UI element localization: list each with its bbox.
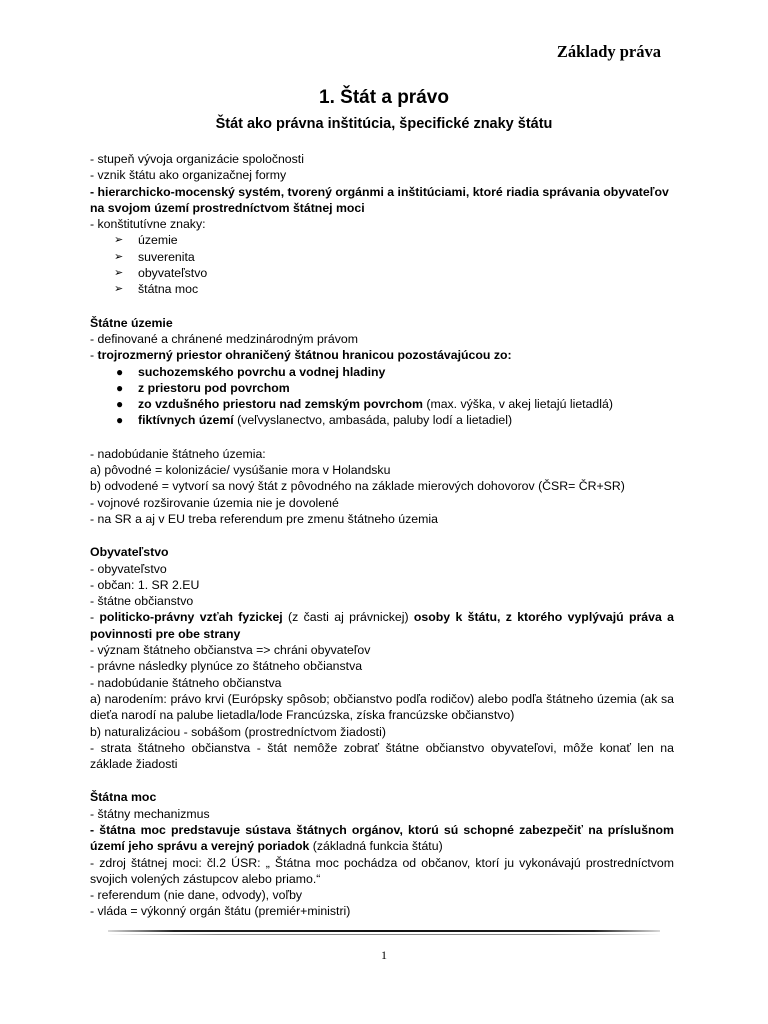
text-line: - vojnové rozširovanie územia nie je dovolené — [90, 495, 339, 510]
text-line — [90, 347, 674, 363]
spacer — [90, 298, 674, 315]
list-item — [90, 232, 674, 248]
arrow-bullet-icon: ➢ — [114, 250, 124, 263]
text-run: (z časti aj právnickej) — [282, 610, 414, 625]
text-paragraph — [90, 822, 674, 855]
text-run-bold: zo vzdušného priestoru nad zemským povrchom — [138, 397, 423, 412]
text-line: - nadobúdanie štátneho občianstva — [90, 675, 282, 690]
list-item-label: štátna moc — [138, 282, 199, 297]
text-line: - definované a chránené medzinárodným právom — [90, 331, 358, 346]
list-item — [90, 412, 674, 428]
text-line: - štátny mechanizmus — [90, 806, 210, 821]
text-run: (základná funkcia štátu) — [309, 839, 443, 854]
text-line: - nadobúdanie štátneho územia: — [90, 446, 266, 461]
chapter-subtitle: Štát ako právna inštitúcia, špecifické znaky štátu — [215, 116, 553, 132]
text-line: - stupeň vývoja organizácie spoločnosti — [90, 152, 304, 166]
arrow-bullet-icon: ➢ — [114, 234, 124, 247]
spacer — [90, 527, 674, 544]
list-item — [90, 265, 674, 281]
bullet-icon: ● — [116, 380, 124, 395]
text-run: - — [90, 610, 100, 625]
text-line: a) pôvodné = kolonizácie/ vysúšanie mora v Holandsku — [90, 463, 391, 478]
text-line: na svojom území prostredníctvom štátnej moci — [90, 200, 365, 215]
text-run: (veľvyslanectvo, ambasáda, paluby lodí a lietadiel) — [233, 413, 513, 428]
text-line: - štátne občianstvo — [90, 594, 194, 609]
chapter-title: 1. Štát a právo — [319, 87, 449, 108]
spacer — [90, 429, 674, 446]
list-item-label: obyvateľstvo — [138, 266, 208, 281]
text-line: b) naturalizáciou - sobášom (prostredníctvom žiadosti) — [90, 724, 386, 739]
text-run-bold: suchozemského povrchu a vodnej hladiny — [138, 364, 386, 379]
text-run: (max. výška, v akej lietajú lietadlá) — [422, 397, 613, 412]
text-run-bold: - štátna moc predstavuje sústava štátnych orgánov, ktorú sú schopné zabezpečiť na príslušnom území jeho správu a verejný poriadok — [90, 822, 674, 854]
text-line: - občan: 1. SR 2.EU — [90, 577, 200, 592]
text-line: - hierarchicko-mocenský systém, tvorený orgánmi a inštitúciami, ktoré riadia správania obyvateľov — [90, 184, 669, 199]
text-line: - na SR a aj v EU treba referendum pre zmenu štátneho územia — [90, 511, 438, 526]
spacer — [90, 772, 674, 789]
list-item — [90, 396, 674, 412]
running-header-title: Základy práva — [556, 42, 661, 61]
section-heading: Štátne územie — [90, 315, 173, 330]
arrow-bullet-icon: ➢ — [114, 283, 124, 296]
text-paragraph: a) narodením: právo krvi (Európsky spôsob; občianstvo podľa rodičov) alebo podľa štátneho územia (ak sa dieťa narodí na palube lietadla/lode Francúzska, získa francúzske občianstvo) — [90, 691, 674, 723]
text-paragraph: - zdroj štátnej moci: čl.2 ÚSR: „ Štátna moc pochádza od občanov, ktorí ju vykonávajú prostredníctvom svojich volených zástupcov alebo priamo.“ — [90, 855, 674, 886]
text-run-bold: fiktívnych území — [138, 413, 234, 428]
footer-divider — [108, 930, 660, 932]
text-line: - konštitutívne znaky: — [90, 217, 206, 232]
page-number: 1 — [381, 948, 387, 962]
bullet-icon: ● — [116, 364, 124, 379]
list-item — [90, 364, 674, 380]
text-line: - význam štátneho občianstva => chráni obyvateľov — [90, 643, 371, 658]
text-line: b) odvodené = vytvorí sa nový štát z pôvodného na základe mierových dohovorov (ČSR= ČR+SR) — [90, 479, 625, 494]
text-line: - obyvateľstvo — [90, 561, 167, 576]
text-run-bold: politicko-právny vzťah fyzickej — [99, 610, 283, 625]
list-item — [90, 380, 674, 396]
list-item-label: územie — [138, 233, 178, 248]
list-item-label: suverenita — [138, 249, 195, 264]
section-heading: Štátna moc — [90, 790, 157, 805]
text-run: - — [90, 348, 98, 363]
footer-divider-shadow — [108, 934, 660, 935]
bullet-icon: ● — [116, 413, 124, 428]
list-item — [90, 281, 674, 297]
list-item — [90, 249, 674, 265]
text-paragraph — [90, 609, 674, 642]
text-run-bold: trojrozmerný priestor ohraničený štátnou hranicou pozostávajúcou zo: — [97, 348, 512, 363]
text-line: - vláda = výkonný orgán štátu (premiér+ministri) — [90, 904, 351, 919]
text-run-bold: osoby k štátu, z ktorého vyplývajú práva a povinnosti pre obe strany — [90, 610, 674, 641]
text-line: - právne následky plynúce zo štátneho občianstva — [90, 659, 363, 674]
text-line: - referendum (nie dane, odvody), voľby — [90, 888, 303, 903]
arrow-bullet-icon: ➢ — [114, 267, 124, 280]
text-paragraph: - strata štátneho občianstva - štát nemôže zobrať štátne občianstvo obyvateľovi, môže konať len na základe žiadosti — [90, 740, 674, 772]
bullet-icon: ● — [116, 397, 124, 412]
section-heading: Obyvateľstvo — [90, 545, 169, 560]
text-run-bold: z priestoru pod povrchom — [138, 380, 290, 395]
document-body — [90, 151, 674, 920]
text-line: - vznik štátu ako organizačnej formy — [90, 168, 287, 183]
